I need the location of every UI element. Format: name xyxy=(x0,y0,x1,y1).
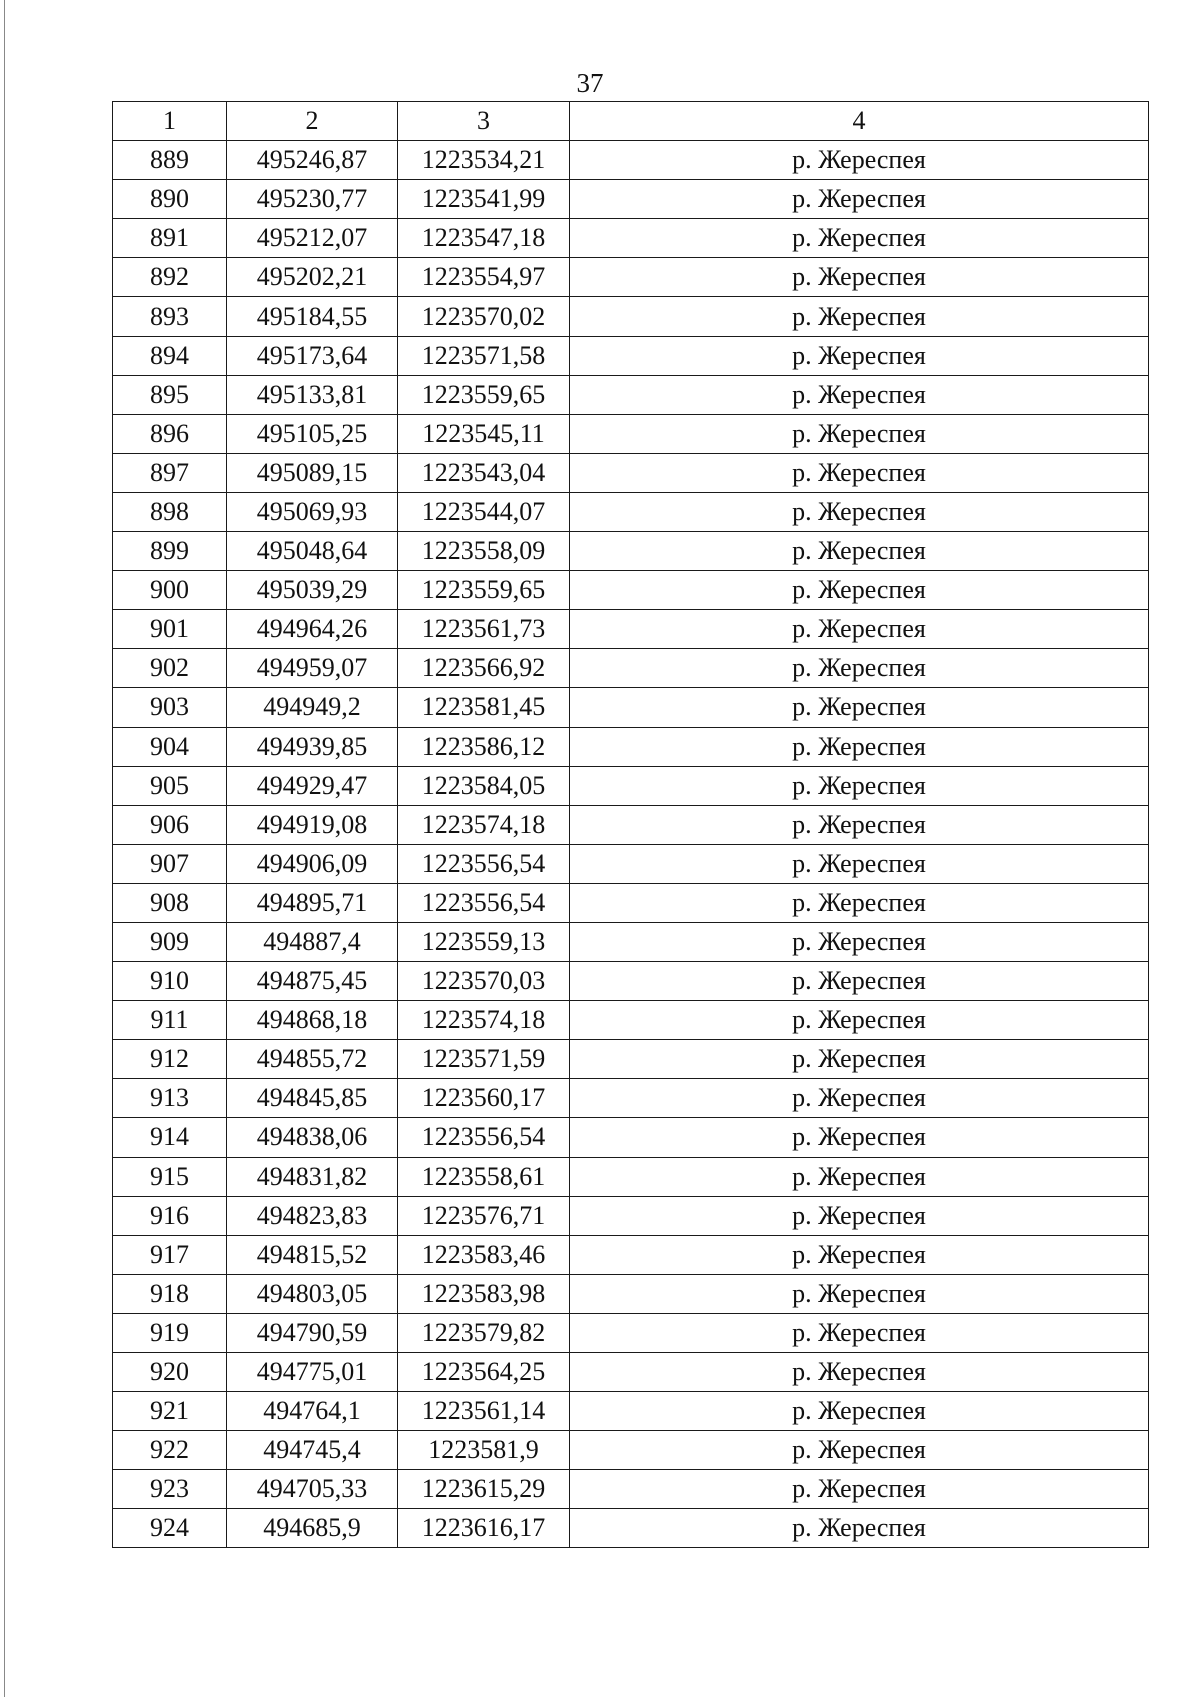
x-coordinate-cell: 494868,18 xyxy=(227,1001,398,1040)
y-coordinate-cell: 1223616,17 xyxy=(398,1509,570,1548)
coordinates-table xyxy=(112,101,1149,1548)
table-row xyxy=(113,336,1149,375)
description-cell: р. Жереспея xyxy=(570,1235,1149,1274)
description-cell: р. Жереспея xyxy=(570,883,1149,922)
description-cell: р. Жереспея xyxy=(570,1431,1149,1470)
table-row xyxy=(113,1040,1149,1079)
y-coordinate-cell: 1223581,45 xyxy=(398,688,570,727)
x-coordinate-cell: 494929,47 xyxy=(227,766,398,805)
description-cell: р. Жереспея xyxy=(570,1040,1149,1079)
y-coordinate-cell: 1223570,02 xyxy=(398,297,570,336)
description-cell: р. Жереспея xyxy=(570,1509,1149,1548)
x-coordinate-cell: 495048,64 xyxy=(227,532,398,571)
y-coordinate-cell: 1223583,98 xyxy=(398,1274,570,1313)
description-cell: р. Жереспея xyxy=(570,297,1149,336)
y-coordinate-cell: 1223560,17 xyxy=(398,1079,570,1118)
point-number-cell: 905 xyxy=(113,766,227,805)
y-coordinate-cell: 1223556,54 xyxy=(398,844,570,883)
description-cell: р. Жереспея xyxy=(570,1001,1149,1040)
x-coordinate-cell: 495105,25 xyxy=(227,414,398,453)
description-cell: р. Жереспея xyxy=(570,1313,1149,1352)
table-row xyxy=(113,180,1149,219)
point-number-cell: 898 xyxy=(113,492,227,531)
point-number-cell: 901 xyxy=(113,610,227,649)
description-cell: р. Жереспея xyxy=(570,727,1149,766)
header-col-3: 3 xyxy=(398,102,570,141)
point-number-cell: 893 xyxy=(113,297,227,336)
table-row xyxy=(113,805,1149,844)
description-cell: р. Жереспея xyxy=(570,453,1149,492)
table-row xyxy=(113,219,1149,258)
table-row xyxy=(113,883,1149,922)
x-coordinate-cell: 495202,21 xyxy=(227,258,398,297)
y-coordinate-cell: 1223615,29 xyxy=(398,1470,570,1509)
description-cell: р. Жереспея xyxy=(570,532,1149,571)
point-number-cell: 891 xyxy=(113,219,227,258)
point-number-cell: 919 xyxy=(113,1313,227,1352)
y-coordinate-cell: 1223574,18 xyxy=(398,805,570,844)
table-row xyxy=(113,727,1149,766)
table-row xyxy=(113,571,1149,610)
description-cell: р. Жереспея xyxy=(570,1392,1149,1431)
table-row xyxy=(113,1470,1149,1509)
y-coordinate-cell: 1223534,21 xyxy=(398,141,570,180)
y-coordinate-cell: 1223556,54 xyxy=(398,1118,570,1157)
point-number-cell: 894 xyxy=(113,336,227,375)
y-coordinate-cell: 1223581,9 xyxy=(398,1431,570,1470)
y-coordinate-cell: 1223554,97 xyxy=(398,258,570,297)
description-cell: р. Жереспея xyxy=(570,141,1149,180)
y-coordinate-cell: 1223559,65 xyxy=(398,375,570,414)
header-col-1: 1 xyxy=(113,102,227,141)
y-coordinate-cell: 1223584,05 xyxy=(398,766,570,805)
x-coordinate-cell: 494803,05 xyxy=(227,1274,398,1313)
x-coordinate-cell: 494895,71 xyxy=(227,883,398,922)
x-coordinate-cell: 494906,09 xyxy=(227,844,398,883)
description-cell: р. Жереспея xyxy=(570,922,1149,961)
y-coordinate-cell: 1223558,61 xyxy=(398,1157,570,1196)
table-row xyxy=(113,141,1149,180)
y-coordinate-cell: 1223576,71 xyxy=(398,1196,570,1235)
x-coordinate-cell: 494838,06 xyxy=(227,1118,398,1157)
point-number-cell: 920 xyxy=(113,1353,227,1392)
description-cell: р. Жереспея xyxy=(570,336,1149,375)
header-row xyxy=(113,102,1149,141)
x-coordinate-cell: 494705,33 xyxy=(227,1470,398,1509)
x-coordinate-cell: 494959,07 xyxy=(227,649,398,688)
description-cell: р. Жереспея xyxy=(570,610,1149,649)
point-number-cell: 890 xyxy=(113,180,227,219)
description-cell: р. Жереспея xyxy=(570,805,1149,844)
point-number-cell: 889 xyxy=(113,141,227,180)
point-number-cell: 913 xyxy=(113,1079,227,1118)
description-cell: р. Жереспея xyxy=(570,258,1149,297)
x-coordinate-cell: 495173,64 xyxy=(227,336,398,375)
point-number-cell: 912 xyxy=(113,1040,227,1079)
description-cell: р. Жереспея xyxy=(570,1118,1149,1157)
table-row xyxy=(113,1118,1149,1157)
table-row xyxy=(113,688,1149,727)
description-cell: р. Жереспея xyxy=(570,1079,1149,1118)
x-coordinate-cell: 495133,81 xyxy=(227,375,398,414)
header-col-4: 4 xyxy=(570,102,1149,141)
y-coordinate-cell: 1223556,54 xyxy=(398,883,570,922)
y-coordinate-cell: 1223586,12 xyxy=(398,727,570,766)
x-coordinate-cell: 494875,45 xyxy=(227,962,398,1001)
description-cell: р. Жереспея xyxy=(570,414,1149,453)
table-body xyxy=(113,141,1149,1548)
table-row xyxy=(113,532,1149,571)
point-number-cell: 896 xyxy=(113,414,227,453)
description-cell: р. Жереспея xyxy=(570,649,1149,688)
y-coordinate-cell: 1223545,11 xyxy=(398,414,570,453)
y-coordinate-cell: 1223564,25 xyxy=(398,1353,570,1392)
table-row xyxy=(113,649,1149,688)
point-number-cell: 916 xyxy=(113,1196,227,1235)
x-coordinate-cell: 494949,2 xyxy=(227,688,398,727)
x-coordinate-cell: 494939,85 xyxy=(227,727,398,766)
y-coordinate-cell: 1223566,92 xyxy=(398,649,570,688)
y-coordinate-cell: 1223571,59 xyxy=(398,1040,570,1079)
point-number-cell: 914 xyxy=(113,1118,227,1157)
description-cell: р. Жереспея xyxy=(570,962,1149,1001)
description-cell: р. Жереспея xyxy=(570,1274,1149,1313)
y-coordinate-cell: 1223559,65 xyxy=(398,571,570,610)
x-coordinate-cell: 494764,1 xyxy=(227,1392,398,1431)
x-coordinate-cell: 494855,72 xyxy=(227,1040,398,1079)
description-cell: р. Жереспея xyxy=(570,688,1149,727)
y-coordinate-cell: 1223570,03 xyxy=(398,962,570,1001)
description-cell: р. Жереспея xyxy=(570,492,1149,531)
table-header xyxy=(113,102,1149,141)
table-row xyxy=(113,1313,1149,1352)
y-coordinate-cell: 1223559,13 xyxy=(398,922,570,961)
page-number: 37 xyxy=(576,68,604,98)
point-number-cell: 904 xyxy=(113,727,227,766)
y-coordinate-cell: 1223583,46 xyxy=(398,1235,570,1274)
point-number-cell: 918 xyxy=(113,1274,227,1313)
x-coordinate-cell: 495246,87 xyxy=(227,141,398,180)
page-edge-rule xyxy=(4,0,5,1697)
y-coordinate-cell: 1223543,04 xyxy=(398,453,570,492)
y-coordinate-cell: 1223547,18 xyxy=(398,219,570,258)
table-row xyxy=(113,1509,1149,1548)
description-cell: р. Жереспея xyxy=(570,571,1149,610)
point-number-cell: 909 xyxy=(113,922,227,961)
table-row xyxy=(113,922,1149,961)
x-coordinate-cell: 495212,07 xyxy=(227,219,398,258)
description-cell: р. Жереспея xyxy=(570,1470,1149,1509)
table-row xyxy=(113,414,1149,453)
point-number-cell: 892 xyxy=(113,258,227,297)
point-number-cell: 900 xyxy=(113,571,227,610)
x-coordinate-cell: 495089,15 xyxy=(227,453,398,492)
y-coordinate-cell: 1223579,82 xyxy=(398,1313,570,1352)
point-number-cell: 903 xyxy=(113,688,227,727)
y-coordinate-cell: 1223544,07 xyxy=(398,492,570,531)
table-row xyxy=(113,766,1149,805)
x-coordinate-cell: 494964,26 xyxy=(227,610,398,649)
x-coordinate-cell: 494831,82 xyxy=(227,1157,398,1196)
description-cell: р. Жереспея xyxy=(570,1196,1149,1235)
table-row xyxy=(113,1001,1149,1040)
table-row xyxy=(113,1157,1149,1196)
description-cell: р. Жереспея xyxy=(570,180,1149,219)
header-col-2: 2 xyxy=(227,102,398,141)
point-number-cell: 923 xyxy=(113,1470,227,1509)
description-cell: р. Жереспея xyxy=(570,1157,1149,1196)
table-row xyxy=(113,1392,1149,1431)
table-row xyxy=(113,1274,1149,1313)
x-coordinate-cell: 494685,9 xyxy=(227,1509,398,1548)
description-cell: р. Жереспея xyxy=(570,844,1149,883)
table-row xyxy=(113,1431,1149,1470)
table-row xyxy=(113,258,1149,297)
description-cell: р. Жереспея xyxy=(570,766,1149,805)
x-coordinate-cell: 495230,77 xyxy=(227,180,398,219)
table-row xyxy=(113,1353,1149,1392)
table-row xyxy=(113,492,1149,531)
x-coordinate-cell: 495039,29 xyxy=(227,571,398,610)
table-row xyxy=(113,375,1149,414)
table-row xyxy=(113,962,1149,1001)
point-number-cell: 921 xyxy=(113,1392,227,1431)
x-coordinate-cell: 495069,93 xyxy=(227,492,398,531)
table-row xyxy=(113,453,1149,492)
point-number-cell: 907 xyxy=(113,844,227,883)
y-coordinate-cell: 1223571,58 xyxy=(398,336,570,375)
point-number-cell: 899 xyxy=(113,532,227,571)
point-number-cell: 908 xyxy=(113,883,227,922)
point-number-cell: 911 xyxy=(113,1001,227,1040)
table-row xyxy=(113,297,1149,336)
y-coordinate-cell: 1223561,73 xyxy=(398,610,570,649)
point-number-cell: 922 xyxy=(113,1431,227,1470)
point-number-cell: 897 xyxy=(113,453,227,492)
x-coordinate-cell: 494845,85 xyxy=(227,1079,398,1118)
y-coordinate-cell: 1223574,18 xyxy=(398,1001,570,1040)
table-row xyxy=(113,610,1149,649)
x-coordinate-cell: 494745,4 xyxy=(227,1431,398,1470)
table-row xyxy=(113,1079,1149,1118)
x-coordinate-cell: 495184,55 xyxy=(227,297,398,336)
table-row xyxy=(113,844,1149,883)
description-cell: р. Жереспея xyxy=(570,1353,1149,1392)
x-coordinate-cell: 494887,4 xyxy=(227,922,398,961)
description-cell: р. Жереспея xyxy=(570,219,1149,258)
x-coordinate-cell: 494823,83 xyxy=(227,1196,398,1235)
point-number-cell: 910 xyxy=(113,962,227,1001)
x-coordinate-cell: 494790,59 xyxy=(227,1313,398,1352)
x-coordinate-cell: 494815,52 xyxy=(227,1235,398,1274)
x-coordinate-cell: 494919,08 xyxy=(227,805,398,844)
y-coordinate-cell: 1223561,14 xyxy=(398,1392,570,1431)
point-number-cell: 924 xyxy=(113,1509,227,1548)
table-row xyxy=(113,1196,1149,1235)
point-number-cell: 917 xyxy=(113,1235,227,1274)
point-number-cell: 915 xyxy=(113,1157,227,1196)
point-number-cell: 902 xyxy=(113,649,227,688)
y-coordinate-cell: 1223558,09 xyxy=(398,532,570,571)
description-cell: р. Жереспея xyxy=(570,375,1149,414)
point-number-cell: 906 xyxy=(113,805,227,844)
point-number-cell: 895 xyxy=(113,375,227,414)
x-coordinate-cell: 494775,01 xyxy=(227,1353,398,1392)
y-coordinate-cell: 1223541,99 xyxy=(398,180,570,219)
table-row xyxy=(113,1235,1149,1274)
